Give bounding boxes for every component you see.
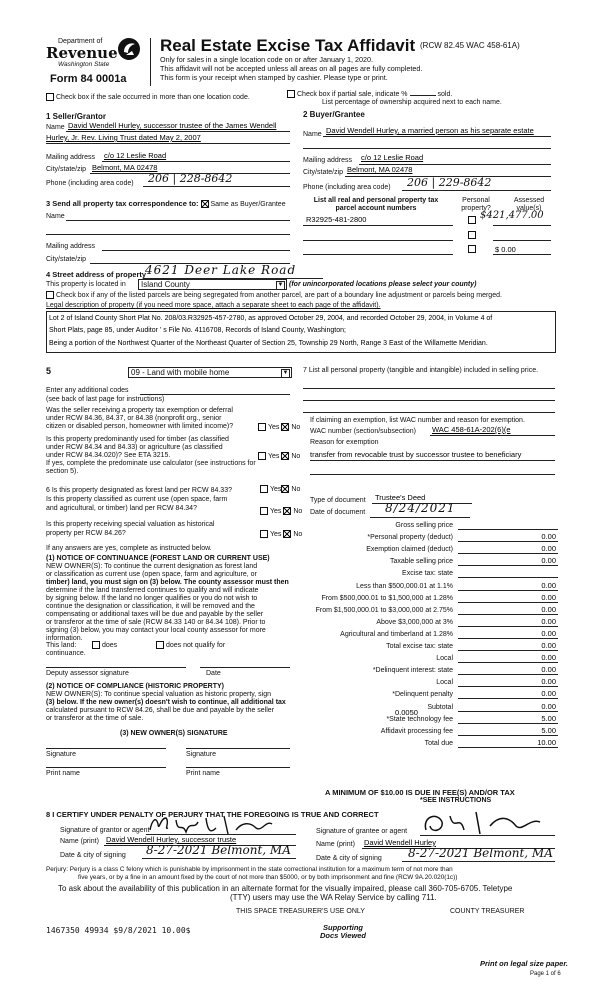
tax-row-value[interactable]: 0.00 — [541, 604, 556, 614]
grantor-name-label: Name (print) — [60, 838, 99, 845]
notice1-line: timber) land, you must sign on (3) below. The county assessor must then — [46, 579, 289, 586]
tax-row-value[interactable]: 0.00 — [541, 592, 556, 602]
tax-row-value[interactable]: 0.00 — [541, 641, 556, 650]
owner-print-name-1-label: Print name — [46, 770, 80, 777]
partial-sale-label: Check box if partial sale, indicate % — [297, 90, 408, 98]
does-label: does — [102, 641, 118, 649]
timber-yes-no[interactable] — [258, 452, 300, 461]
form-number: Form 84 0001a — [50, 73, 127, 85]
seller-name-label: Name — [46, 124, 65, 131]
form-title: Real Estate Excise Tax Affidavit — [160, 36, 416, 55]
exemption-yes-label: Yes — [268, 423, 280, 431]
timber-q4: If yes, complete the predominate use calculator (see instructions for — [46, 460, 256, 467]
historic-no-checkbox[interactable] — [283, 530, 291, 538]
exemption-no-checkbox[interactable] — [281, 423, 289, 431]
segregated-option[interactable] — [46, 291, 502, 300]
does-not-label: does not qualify for — [166, 641, 226, 649]
timber-q5: section 5). — [46, 468, 79, 475]
tax-row-label: Taxable selling price — [389, 558, 453, 566]
tax-row-label: Local — [436, 679, 453, 687]
street-address-label: 4 Street address of property — [46, 270, 147, 279]
tax-row-value[interactable]: 10.00 — [537, 737, 556, 747]
personal-property-checkbox-3[interactable] — [468, 245, 476, 253]
sold-label: sold. — [437, 90, 453, 98]
parcel-heading: List all real and personal property tax parcel account numbers — [313, 197, 439, 212]
tax-row-label: Excise tax: state — [402, 570, 453, 578]
exemption-no-label: No — [291, 423, 301, 431]
personal-heading: Personal property? — [461, 197, 491, 212]
does-checkbox[interactable] — [92, 641, 100, 649]
tax-row-label: From $1,500,000.01 to $3,000,000 at 2.75% — [315, 606, 453, 614]
grantee-signature-label: Signature of grantee or agent — [316, 828, 408, 835]
buyer-name-label: Name — [303, 131, 322, 138]
notice2-body — [46, 691, 296, 723]
segregated-checkbox[interactable] — [46, 291, 54, 299]
partial-sale-option[interactable] — [287, 90, 452, 99]
notice1-line: or transferor at the time of sale (RCW 84.33 140 or 84.34 108). Prior to — [46, 619, 266, 626]
supporting-docs-line-2: Docs Viewed — [320, 931, 366, 940]
notice2-line: (3) below. If the new owner(s) doesn't wish to continue, all additional tax — [46, 699, 286, 706]
exemption-reason[interactable]: transfer from revocable trust by successor trustee to beneficiary — [310, 450, 522, 459]
does-not-option[interactable] — [156, 641, 225, 650]
cashier-stamp: 1467350 49934 $9/8/2021 10.00$ — [46, 926, 191, 935]
owner-print-name-2-label: Print name — [186, 770, 220, 777]
same-as-buyer-checkbox[interactable] — [201, 200, 209, 208]
timber-q1: Is this property predominantly used for timber (as classified — [46, 436, 229, 443]
tax-row-value[interactable]: 0.00 — [541, 628, 556, 638]
tax-row-value[interactable]: 0.00 — [541, 616, 556, 626]
washington-state-text: Washington State — [58, 61, 110, 68]
notice2-line: calculated pursuant to RCW 84.26, shall be due and payable by the seller — [46, 707, 275, 714]
notice1-line: by signing below. If the land no longer qualifies or you do not wish to — [46, 595, 258, 602]
does-option[interactable] — [92, 641, 117, 650]
forest-yes-checkbox[interactable] — [260, 485, 268, 493]
tax-row-value[interactable]: 0.00 — [541, 556, 556, 566]
land-use-dropdown-arrow-icon[interactable]: ▼ — [282, 370, 289, 376]
reason-label: Reason for exemption — [310, 439, 379, 446]
timber-no-label: No — [291, 452, 301, 460]
minimum-due-note: A MINIMUM OF $10.00 IS DUE IN FEE(S) AND/OR TAX — [325, 788, 515, 797]
wac-label: WAC number (section/subsection) — [310, 428, 416, 435]
land-use-select[interactable] — [128, 367, 292, 378]
local-rate: 0.0050 — [395, 708, 418, 717]
section3-heading-text: 3 Send all property tax correspondence to: — [46, 199, 199, 208]
current-use-yes-checkbox[interactable] — [260, 507, 268, 515]
tax-row-label: Agricultural and timberland at 1.28% — [340, 630, 453, 638]
historic-yes-no[interactable] — [260, 530, 302, 539]
doc-date-label: Date of document — [310, 509, 366, 516]
tax-row-label: *State technology fee — [386, 715, 453, 723]
tax-row-label: *Personal property (deduct) — [367, 534, 453, 542]
land-use-selected-value: 09 - Land with mobile home — [131, 368, 230, 377]
tax-row-label: *Delinquent interest: state — [372, 667, 453, 675]
claim-exemption-note: If claiming an exemption, list WAC number and reason for exemption. — [310, 417, 525, 424]
tax-row-value[interactable]: 0.00 — [541, 677, 556, 687]
same-as-buyer-label: Same as Buyer/Grantee — [210, 201, 286, 208]
forest-no-checkbox[interactable] — [281, 485, 289, 493]
header-note-1: Only for sales in a single location code on or after January 1, 2020. — [160, 55, 373, 64]
tax-row-value[interactable]: 0.00 — [541, 665, 556, 675]
owner-signature-1-label: Signature — [46, 751, 76, 758]
county-dropdown-arrow-icon[interactable]: ▼ — [277, 282, 284, 288]
grantor-name[interactable]: David Wendell Hurley, successor truste — [106, 835, 237, 844]
notice1-line: continue the designation or classification, it will be removed and the — [46, 603, 255, 610]
multi-location-option[interactable] — [46, 93, 250, 102]
tax-row-label: Local — [436, 655, 453, 663]
grantee-name[interactable]: David Wendell Hurley — [364, 838, 436, 847]
perjury-line-1: Perjury: Perjury is a class C felony which is punishable by imprisonment in the state correctional institution for a maximum term of not more than — [46, 866, 453, 873]
supporting-docs-line-1: Supporting — [323, 923, 363, 932]
notice1-line: NEW OWNER(S): To continue the current designation as forest land — [46, 563, 258, 570]
current-use-no-checkbox[interactable] — [283, 507, 291, 515]
county-select[interactable] — [138, 279, 287, 290]
timber-yes-label: Yes — [268, 452, 280, 460]
wac-number[interactable]: WAC 458-61A-202(6)(e — [432, 425, 511, 434]
unincorporated-note: (for unincorporated locations please select your county) — [289, 281, 477, 288]
timber-yes-checkbox[interactable] — [258, 452, 266, 460]
grantee-date-city-label: Date & city of signing — [316, 855, 382, 862]
treasurer-use-only: THIS SPACE TREASURER'S USE ONLY — [236, 908, 365, 915]
buyer-city-label: City/state/zip — [303, 169, 344, 176]
buyer-heading: 2 Buyer/Grantee — [303, 110, 365, 119]
seller-city[interactable]: Belmont, MA 02478 — [92, 163, 158, 172]
grantee-name-label: Name (print) — [316, 841, 355, 848]
form-rcw: (RCW 82.45 WAC 458-61A) — [420, 41, 520, 50]
accessibility-line-1: To ask about the availability of this publication in an alternate format for the visually impaired, please call 360-705-6705. Teletype — [58, 884, 513, 893]
notice1-line: compensating or additional taxes will be due and payable by the seller — [46, 611, 264, 618]
seller-phone-label: Phone (including area code) — [46, 180, 134, 187]
section3-heading — [46, 200, 286, 209]
forest-land-q: 6 Is this property designated as forest land per RCW 84.33? — [46, 487, 232, 494]
buyer-mailing[interactable]: c/o 12 Leslie Road — [361, 153, 424, 162]
section7-heading: 7 List all personal property (tangible and intangible) included in selling price. — [303, 367, 539, 374]
continuance-label: continuance. — [46, 650, 86, 657]
grantor-date-city-label: Date & city of signing — [60, 852, 126, 859]
current-use-yes-label: Yes — [270, 507, 282, 515]
multi-location-label: Check box if the sale occurred in more than one location code. — [56, 93, 250, 101]
seller-phone[interactable]: 206 | 228-8642 — [148, 172, 233, 185]
notice1-heading: (1) NOTICE OF CONTINUANCE (FOREST LAND OR CURRENT USE) — [46, 555, 270, 562]
buyer-phone-label: Phone (including area code) — [303, 184, 391, 191]
does-not-checkbox[interactable] — [156, 641, 164, 649]
exemption-q2: under RCW 84.36, 84.37, or 84.38 (nonprofit org., senior — [46, 415, 222, 422]
current-use-yes-no[interactable] — [260, 507, 302, 516]
street-address[interactable]: 4621 Deer Lake Road — [145, 263, 297, 277]
additional-codes-label: Enter any additional codes — [46, 387, 129, 394]
seller-city-label: City/state/zip — [46, 166, 87, 173]
personal-property-checkbox-1[interactable] — [468, 216, 476, 224]
notice1-line: determine if the land transferred continues to qualify and will indicate — [46, 587, 259, 594]
tax-row-label: *Delinquent penalty — [392, 691, 453, 699]
grantor-signature-label: Signature of grantor or agent — [60, 827, 150, 834]
current-use-q-a: Is this property classified as current use (open space, farm — [46, 496, 228, 503]
historic-q-b: property per RCW 84.26? — [46, 530, 126, 537]
current-use-no-label: No — [293, 507, 303, 515]
legal-line-3: Being a portion of the Northwest Quarter of the Northeast Quarter of Section 25, Township 29 North, Range 3 East of the Willamette Meridian. — [49, 340, 488, 347]
grantee-signature[interactable] — [420, 808, 555, 838]
accessibility-line-2: (TTY) users may use the WA Relay Service by calling 711. — [230, 893, 437, 902]
seller-name-line2[interactable]: Hurley, Jr. Rev. Living Trust dated May 2, 2007 — [46, 133, 201, 142]
tax-row-value[interactable]: 0.00 — [541, 653, 556, 663]
tax-row-label: Total excise tax: state — [386, 643, 453, 650]
dept-of-text: Department of — [58, 38, 103, 45]
historic-no-label: No — [293, 530, 303, 538]
notice1-line: signing (3) below, you may contact your local county assessor for more — [46, 627, 266, 634]
notice2-line: NEW OWNER(S): To continue special valuation as historic property, sign — [46, 691, 271, 698]
timber-no-checkbox[interactable] — [281, 452, 289, 460]
legal-description-field[interactable] — [46, 311, 556, 353]
legal-description-label: Legal description of property (if you need more space, attach a separate sheet to each page of the affidavit). — [46, 302, 381, 309]
if-yes-note: If any answers are yes, complete as instructed below. — [46, 545, 212, 552]
grantee-date-city[interactable]: 8-27-2021 Belmont, MA — [408, 846, 553, 860]
certify-heading: 8 I CERTIFY UNDER PENALTY OF PERJURY THAT THE FOREGOING IS TRUE AND CORRECT — [46, 810, 379, 819]
buyer-city[interactable]: Belmont, MA 02478 — [347, 165, 413, 174]
this-land-label: This land: — [46, 642, 77, 649]
section3-city-label: City/state/zip — [46, 256, 87, 263]
revenue-logo — [44, 38, 144, 78]
header-divider — [150, 38, 151, 86]
buyer-mailing-label: Mailing address — [303, 157, 353, 164]
historic-yes-checkbox[interactable] — [260, 530, 268, 538]
section3-name-label: Name — [46, 213, 65, 220]
assessed-value-1[interactable]: $421,477.00 — [480, 210, 544, 221]
exemption-yes-checkbox[interactable] — [258, 423, 266, 431]
deputy-signature-label: Deputy assessor signature — [46, 670, 129, 677]
exemption-q1: Was the seller receiving a property tax exemption or deferral — [46, 407, 233, 414]
exemption-q3: citizen or disabled person, homeowner with limited income)? — [46, 423, 234, 430]
notice1-body — [46, 563, 296, 643]
revenue-wordmark: Revenue — [46, 44, 118, 62]
parcel-number[interactable]: R32925-481-2800 — [306, 215, 367, 224]
forest-no-label: No — [291, 485, 301, 493]
tax-row-label: Exemption claimed (deduct) — [366, 546, 453, 554]
perjury-line-2: five years, or by a fine in an amount fixed by the court of not more than $5000, or by both imprisonment and fine (RCW 9A.20.020(1c)) — [78, 874, 458, 881]
header-note-3: This form is your receipt when stamped by cashier. Please type or print. — [160, 73, 388, 82]
tax-row-value[interactable]: 0.00 — [541, 580, 556, 590]
tax-row-value[interactable]: 0.00 — [541, 544, 556, 554]
wa-revenue-seal-icon — [116, 36, 142, 62]
assessed-value-2[interactable]: $ 0.00 — [495, 245, 516, 254]
timber-q2: under RCW 84.34 and 84.33) or agriculture (as classified — [46, 444, 223, 451]
current-use-q-b: and agricultural, or timber) land per RCW 84.34? — [46, 505, 197, 512]
partial-sale-checkbox[interactable] — [287, 90, 295, 98]
seller-heading: 1 Seller/Grantor — [46, 112, 107, 121]
section5-number: 5 — [46, 366, 52, 376]
tax-row-label: Subtotal — [427, 703, 453, 711]
header-note-2: This affidavit will not be accepted unless all areas on all pages are fully completed. — [160, 64, 423, 73]
notice1-line: information. — [46, 635, 83, 642]
assessed-heading: Assessed value(s) — [513, 197, 545, 212]
grantor-date-city[interactable]: 8-27-2021 Belmont, MA — [146, 843, 291, 857]
seller-name-line1[interactable]: David Wendell Hurley, successor trustee of the James Wendell — [68, 121, 277, 130]
tax-row-value[interactable]: 0.00 — [541, 532, 556, 542]
additional-codes-field[interactable] — [140, 394, 290, 395]
forest-yes-label: Yes — [270, 485, 282, 493]
deputy-date-label: Date — [206, 670, 221, 677]
seller-mailing-label: Mailing address — [46, 154, 96, 161]
notice2-line: or transferor at the time of sale. — [46, 715, 144, 722]
forest-yes-no[interactable] — [260, 485, 300, 494]
county-treasurer: COUNTY TREASURER — [450, 908, 525, 915]
partial-sale-pct-field[interactable] — [410, 95, 436, 96]
tax-row-value[interactable]: 0.00 — [541, 689, 556, 699]
tax-row-value[interactable]: 0.00 — [541, 701, 556, 711]
tax-row-label: Affidavit processing fee — [380, 727, 453, 735]
located-in-label: This property is located in — [46, 281, 126, 288]
county-selected-value: Island County — [141, 280, 190, 289]
section3-mailing-label: Mailing address — [46, 243, 96, 250]
tax-row-label: From $500,000.01 to $1,500,000 at 1.28% — [321, 594, 453, 602]
tax-row-label: Gross selling price — [395, 522, 453, 529]
historic-yes-label: Yes — [270, 530, 282, 538]
notice1-line: or classification as current use (open space, farm and agriculture, or — [46, 571, 257, 578]
supporting-docs-stamp — [320, 924, 366, 940]
tax-row-label: Less than $500,000.01 at 1.1% — [356, 582, 453, 590]
tax-row-label: Total due — [424, 739, 453, 747]
buyer-name-line1[interactable]: David Wendell Hurley, a married person as his separate estate — [326, 126, 534, 135]
exemption-yes-no[interactable] — [258, 423, 300, 432]
doc-type-label: Type of document — [310, 497, 366, 504]
personal-property-checkbox-2[interactable] — [468, 231, 476, 239]
doc-date[interactable]: 8/24/2021 — [385, 501, 456, 515]
tax-row-value[interactable]: 5.00 — [541, 725, 556, 735]
tax-row-label: Above $3,000,000 at 3% — [376, 618, 453, 626]
tax-row-value[interactable]: 5.00 — [541, 713, 556, 723]
doc-type[interactable]: Trustee's Deed — [375, 493, 426, 502]
owner-signature-heading: (3) NEW OWNER(S) SIGNATURE — [120, 730, 228, 737]
notice2-heading: (2) NOTICE OF COMPLIANCE (HISTORIC PROPERTY) — [46, 683, 224, 690]
see-instructions-note: *SEE INSTRUCTIONS — [420, 797, 492, 804]
owner-signature-2-label: Signature — [186, 751, 216, 758]
page-number: Page 1 of 6 — [530, 971, 561, 977]
buyer-phone[interactable]: 206 | 229-8642 — [407, 176, 492, 189]
legal-line-2: Short Plats, page 85, under Auditor ' s File No. 4116708, Records of Island County, Washington; — [49, 327, 346, 334]
legal-paper-note: Print on legal size paper. — [480, 959, 568, 968]
seller-mailing[interactable]: c/o 12 Leslie Road — [104, 151, 167, 160]
see-back-note: (see back of last page for instructions) — [46, 396, 165, 403]
historic-q-a: Is this property receiving special valuation as historical — [46, 521, 215, 528]
list-percentage-note: List percentage of ownership acquired next to each name. — [322, 99, 502, 106]
timber-q3: under RCW 84.34.020)? See ETA 3215. — [46, 452, 171, 459]
legal-line-1: Lot 2 of Island County Short Plat No. 208/03.R32925-457-2780, as approved October 29, 2004, and recorded October 29, 2004, in Volume 4 of — [49, 315, 493, 322]
segregated-label: Check box if any of the listed parcels are being segregated from another parcel, are part of a boundary line adjustment or parcels being merged. — [56, 291, 502, 299]
multi-location-checkbox[interactable] — [46, 93, 54, 101]
